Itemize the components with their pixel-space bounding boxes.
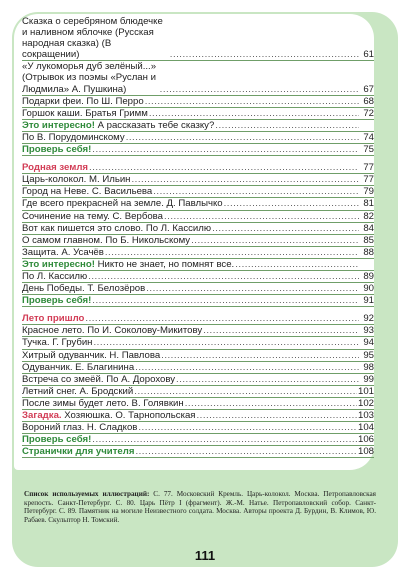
entry-title: Сказка о серебряном блюдечке и наливном яблочке (Русская народная сказка) (В сокращении) bbox=[22, 16, 163, 61]
toc-entry bbox=[22, 223, 374, 235]
review-heading bbox=[22, 446, 374, 458]
page-ref: 91 bbox=[363, 295, 374, 307]
entry-title: Сочинение на тему. С. Вербова bbox=[22, 210, 163, 222]
toc-entry bbox=[22, 374, 374, 386]
review-heading bbox=[22, 434, 374, 446]
dot-leader bbox=[197, 410, 357, 421]
toc-entry bbox=[22, 211, 374, 223]
page-ref: 84 bbox=[363, 222, 374, 234]
entry-title: После зимы будет лето. В. Голявкин bbox=[22, 397, 184, 409]
entry-title: О самом главном. По Б. Никольскому bbox=[22, 234, 191, 246]
section-heading bbox=[22, 162, 374, 174]
toc-entry bbox=[22, 422, 374, 434]
page-ref: 79 bbox=[363, 186, 374, 198]
dot-leader bbox=[126, 132, 359, 143]
entry-title: Город на Неве. С. Васильева bbox=[22, 186, 153, 198]
dot-leader bbox=[212, 223, 359, 234]
toc-entry-highlight bbox=[22, 410, 374, 422]
page-ref: 90 bbox=[363, 283, 374, 295]
toc-entry bbox=[22, 186, 374, 198]
dot-leader bbox=[85, 313, 359, 324]
entry-title: Красное лето. По И. Соколову-Микитову bbox=[22, 325, 203, 337]
review-title: Проверь себя! bbox=[22, 295, 92, 307]
dot-leader bbox=[92, 295, 359, 306]
page-ref: 77 bbox=[363, 162, 374, 174]
credits-text: С. 77. Московский Кремль. Царь-колокол. Москва. Петропавловская крепость. Санкт-Петербург. С. 80. Царь Пётр I (фрагмент). Ж.-М. Натье. Петропавловский собор. Санкт-Петербург. С. 89. Памятник на могиле Неизвестного солдата. Москва. Авторы проекта Д. Бурдин, В. Климов, Ю. Рабаев. Скульптор Н. Томский. bbox=[24, 490, 376, 525]
dot-leader bbox=[176, 374, 359, 385]
page-ref: 61 bbox=[363, 49, 374, 61]
dot-leader bbox=[160, 84, 359, 95]
entry-title bbox=[22, 259, 234, 270]
page-ref: 103 bbox=[357, 410, 374, 421]
page-ref: 98 bbox=[363, 361, 374, 373]
dot-leader bbox=[215, 120, 359, 131]
toc-entry bbox=[22, 61, 374, 95]
dot-leader bbox=[224, 198, 359, 209]
toc-entry bbox=[22, 235, 374, 247]
dot-leader bbox=[131, 174, 359, 185]
toc-entry bbox=[22, 337, 374, 349]
page-number: 111 bbox=[194, 548, 216, 563]
toc-entry bbox=[22, 96, 374, 108]
entry-title bbox=[22, 120, 214, 131]
page-ref: 95 bbox=[363, 349, 374, 361]
review-heading bbox=[22, 144, 374, 156]
highlight-label: Это интересно! bbox=[22, 258, 95, 270]
dot-leader bbox=[105, 247, 359, 258]
dot-leader bbox=[145, 96, 359, 107]
page-ref: 101 bbox=[357, 385, 374, 397]
toc-entry bbox=[22, 16, 374, 61]
page-ref: 77 bbox=[363, 174, 374, 186]
entry-title bbox=[22, 410, 196, 421]
entry-title: Царь-колокол. М. Ильин bbox=[22, 174, 131, 186]
toc-entry bbox=[22, 398, 374, 410]
page-ref: 108 bbox=[357, 446, 374, 458]
dot-leader bbox=[89, 162, 359, 173]
dot-leader bbox=[170, 49, 359, 60]
toc-entry bbox=[22, 350, 374, 362]
page-ref: 82 bbox=[363, 210, 374, 222]
toc-entry-highlight bbox=[22, 120, 374, 132]
toc-entry bbox=[22, 271, 374, 283]
toc-entry-highlight bbox=[22, 259, 374, 271]
entry-title: Горшок каши. Братья Гримм bbox=[22, 107, 148, 119]
section-title: Родная земля bbox=[22, 162, 89, 174]
page-ref: 67 bbox=[363, 83, 374, 95]
toc-entry bbox=[22, 174, 374, 186]
page-ref: 88 bbox=[363, 246, 374, 258]
section-title: Лето пришло bbox=[22, 313, 85, 325]
highlight-label: Загадка. bbox=[22, 410, 62, 421]
toc-entry bbox=[22, 132, 374, 144]
dot-leader bbox=[135, 446, 357, 457]
toc-entry bbox=[22, 362, 374, 374]
page-ref: 75 bbox=[363, 144, 374, 156]
review-title: Проверь себя! bbox=[22, 144, 92, 156]
page-ref: 102 bbox=[357, 397, 374, 409]
dot-leader bbox=[149, 108, 359, 119]
illustrations-credits bbox=[24, 490, 376, 525]
entry-title: По Л. Кассилю bbox=[22, 270, 88, 282]
page-ref: 85 bbox=[363, 234, 374, 246]
review-heading bbox=[22, 295, 374, 307]
entry-title: Где всего прекрасней на земле. Д. Павлычко bbox=[22, 198, 223, 210]
dot-leader bbox=[138, 422, 357, 433]
dot-leader bbox=[134, 386, 357, 397]
page-ref: 74 bbox=[363, 131, 374, 143]
page-ref: 92 bbox=[363, 313, 374, 325]
dot-leader bbox=[185, 398, 357, 409]
entry-title: «У лукоморья дуб зелёный...» (Отрывок из поэмы «Руслан и Людмила» А. Пушкина) bbox=[22, 61, 157, 95]
dot-leader bbox=[94, 337, 360, 348]
dot-leader bbox=[135, 362, 359, 373]
entry-title: Хитрый одуванчик. Н. Павлова bbox=[22, 349, 161, 361]
review-title: Странички для учителя bbox=[22, 446, 135, 458]
page-ref: 72 bbox=[363, 107, 374, 119]
table-of-contents bbox=[22, 16, 374, 458]
entry-title: Тучка. Г. Грубин bbox=[22, 337, 93, 349]
dot-leader bbox=[191, 235, 359, 246]
page-ref: 94 bbox=[363, 337, 374, 349]
dot-leader bbox=[235, 259, 359, 270]
page-ref: 106 bbox=[357, 434, 374, 446]
entry-title: Встреча со змеёй. По А. Дорохову bbox=[22, 373, 176, 385]
toc-entry bbox=[22, 198, 374, 210]
dot-leader bbox=[88, 271, 359, 282]
credits-lead: Список используемых иллюстраций: bbox=[24, 490, 150, 498]
page-ref: 104 bbox=[357, 422, 374, 434]
dot-leader bbox=[146, 283, 359, 294]
section-heading bbox=[22, 313, 374, 325]
dot-leader bbox=[161, 350, 359, 361]
page-ref: 99 bbox=[363, 373, 374, 385]
dot-leader bbox=[92, 434, 357, 445]
highlight-label: Это интересно! bbox=[22, 119, 95, 131]
review-title: Проверь себя! bbox=[22, 434, 92, 446]
dot-leader bbox=[164, 211, 359, 222]
page-ref: 68 bbox=[363, 95, 374, 107]
entry-title: По В. Порудоминскому bbox=[22, 131, 125, 143]
dot-leader bbox=[153, 186, 359, 197]
toc-entry bbox=[22, 283, 374, 295]
page-ref: 93 bbox=[363, 325, 374, 337]
entry-title: Вот как пишется это слово. По Л. Кассилю bbox=[22, 222, 212, 234]
toc-entry bbox=[22, 325, 374, 337]
entry-title: Защита. А. Усачёв bbox=[22, 246, 104, 258]
entry-title: Летний снег. А. Бродский bbox=[22, 385, 134, 397]
entry-title: День Победы. Т. Белозёров bbox=[22, 283, 146, 295]
page-ref: 81 bbox=[363, 198, 374, 210]
toc-entry bbox=[22, 386, 374, 398]
dot-leader bbox=[203, 325, 359, 336]
entry-text: Никто не знает, но помнят все. bbox=[94, 258, 235, 270]
toc-entry bbox=[22, 247, 374, 259]
entry-title: Подарки феи. По Ш. Перро bbox=[22, 95, 144, 107]
page-ref: 89 bbox=[363, 270, 374, 282]
entry-text: А рассказать тебе сказку? bbox=[94, 119, 215, 131]
entry-title: Одуванчик. Е. Благинина bbox=[22, 361, 135, 373]
dot-leader bbox=[92, 144, 359, 155]
toc-entry bbox=[22, 108, 374, 120]
entry-text: Хозяюшка. О. Тарнопольская bbox=[61, 410, 196, 421]
entry-title: Вороний глаз. Н. Сладков bbox=[22, 422, 138, 434]
